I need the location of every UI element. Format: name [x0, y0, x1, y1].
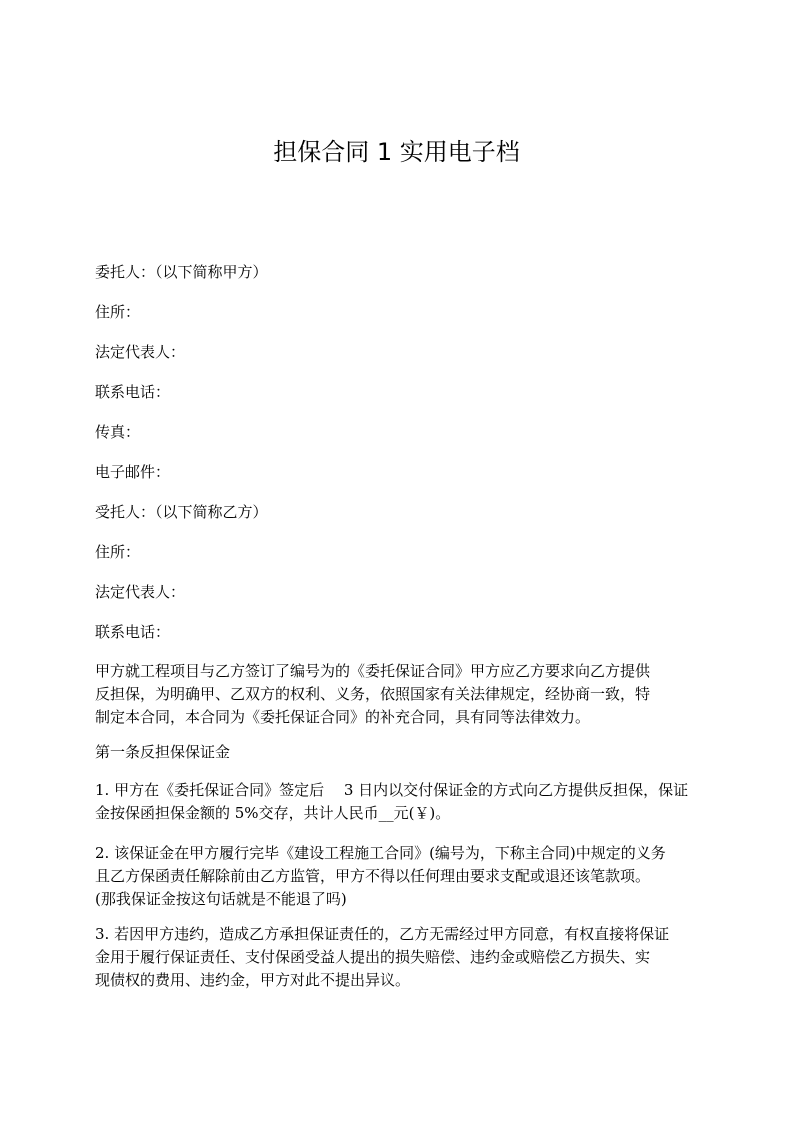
- paragraph-line: 3. 若因甲方违约，造成乙方承担保证责任的，乙方无需经过甲方同意，有权直接将保证: [95, 925, 670, 943]
- paragraph-line: 且乙方保函责任解除前由乙方监管，甲方不得以任何理由要求支配或退还该笔款项。: [95, 867, 651, 885]
- paragraph-line: (那我保证金按这句话就是不能退了吗): [95, 890, 347, 908]
- paragraph-line: 金用于履行保证责任、支付保函受益人提出的损失赔偿、违约金或赔偿乙方损失、实: [95, 948, 651, 966]
- party-field-trustee-legal-rep: 法定代表人：: [95, 583, 186, 601]
- party-field-principal-address: 住所：: [95, 303, 141, 321]
- document-title: 担保合同 1 实用电子档: [273, 138, 520, 166]
- preamble-paragraph: [95, 660, 707, 729]
- paragraph-line: 甲方就工程项目与乙方签订了编号为的《委托保证合同》甲方应乙方要求向乙方提供: [95, 662, 651, 680]
- party-field-principal-email: 电子邮件：: [95, 463, 171, 481]
- paragraph-line: 1. 甲方在《委托保证合同》签定后 3 日内以交付保证金的方式向乙方提供反担保，保证: [95, 781, 689, 799]
- party-field-trustee-phone: 联系电话：: [95, 623, 171, 641]
- paragraph-line: 现债权的费用、违约金，甲方对此不提出异议。: [95, 971, 411, 989]
- paragraph-line: 反担保，为明确甲、乙双方的权利、义务，依照国家有关法律规定，经协商一致，特: [95, 685, 651, 703]
- party-field-principal: 委托人：（以下简称甲方）: [95, 263, 268, 281]
- paragraph-line: 金按保函担保金额的 5%交存，共计人民币__元(￥)。: [95, 804, 451, 822]
- party-field-trustee-address: 住所：: [95, 543, 141, 561]
- party-field-trustee: 受托人：（以下简称乙方）: [95, 503, 268, 521]
- party-field-principal-fax: 传真：: [95, 423, 141, 441]
- article-heading: 第一条反担保保证金: [95, 743, 231, 761]
- paragraph-line: 制定本合同，本合同为《委托保证合同》的补充合同，具有同等法律效力。: [95, 708, 591, 726]
- party-field-principal-legal-rep: 法定代表人：: [95, 343, 186, 361]
- clause-paragraph: [95, 779, 707, 825]
- party-field-principal-phone: 联系电话：: [95, 383, 171, 401]
- clause-paragraph: [95, 923, 707, 992]
- clause-paragraph: [95, 842, 707, 911]
- paragraph-line: 2. 该保证金在甲方履行完毕《建设工程施工合同》(编号为，下称主合同)中规定的义务: [95, 844, 666, 862]
